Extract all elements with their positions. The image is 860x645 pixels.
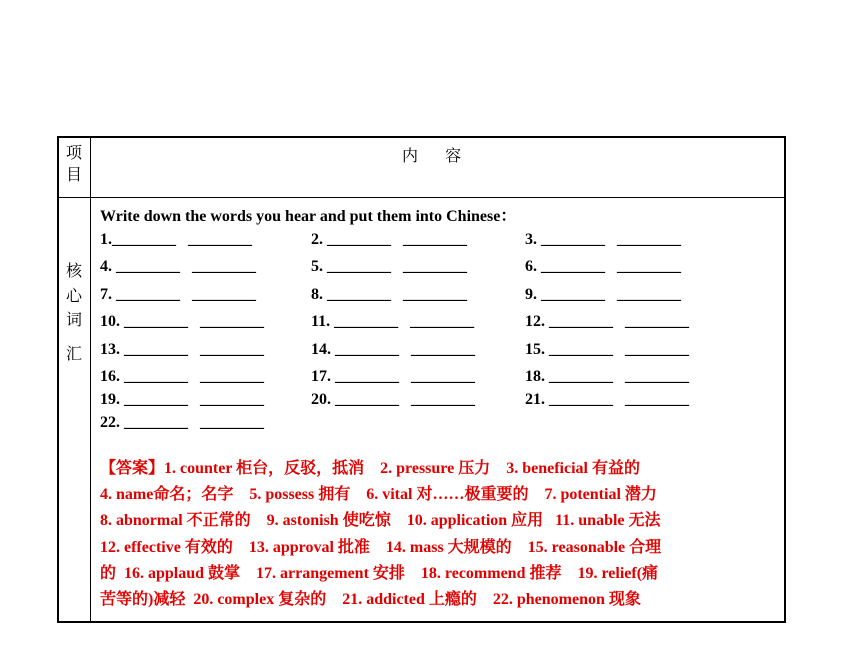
blank-item: 16. ________ ________ [100, 368, 264, 385]
blank-item: 3. ________ ________ [525, 231, 681, 248]
header-divider [57, 197, 786, 198]
answer-line-3: 8. abnormal 不正常的 9. astonish 使吃惊 10. application 应用 11. unable 无法 [100, 512, 661, 529]
header-item-char-1: 项 [66, 143, 83, 162]
answer-line-2: 4. name命名；名字 5. possess 拥有 6. vital 对……极重要的 7. potential 潜力 [100, 486, 657, 503]
blank-item: 1.________ ________ [100, 231, 252, 248]
blank-item: 11. ________ ________ [311, 313, 475, 330]
blank-item: 7. ________ ________ [100, 286, 256, 303]
blank-item: 13. ________ ________ [100, 341, 264, 358]
side-label-char-1: 核 [66, 261, 83, 280]
header-item-char-2: 目 [66, 165, 83, 184]
header-item-column [66, 142, 82, 186]
blank-item: 8. ________ ________ [311, 286, 467, 303]
header-content-column: 内 容 [402, 146, 464, 165]
blank-item: 10. ________ ________ [100, 313, 264, 330]
side-label-char-2: 心 [66, 286, 83, 305]
blank-item: 2. ________ ________ [311, 231, 467, 248]
side-label-char-4: 汇 [66, 344, 83, 363]
column-divider [90, 136, 91, 623]
blank-item: 15. ________ ________ [525, 341, 689, 358]
blank-item: 5. ________ ________ [311, 258, 467, 275]
side-label-char-3: 词 [66, 310, 83, 329]
blank-item: 12. ________ ________ [525, 313, 689, 330]
blank-item: 14. ________ ________ [311, 341, 475, 358]
answer-line-1: 【答案】1. counter 柜台，反驳，抵消 2. pressure 压力 3. beneficial 有益的 [100, 460, 640, 477]
answer-line-4: 12. effective 有效的 13. approval 批准 14. mass 大规模的 15. reasonable 合理 [100, 539, 662, 556]
answer-line-5: 的 16. applaud 鼓掌 17. arrangement 安排 18. recommend 推荐 19. relief(痛 [100, 565, 659, 582]
blank-item: 20. ________ ________ [311, 391, 475, 408]
blank-item: 4. ________ ________ [100, 258, 256, 275]
blank-item: 19. ________ ________ [100, 391, 264, 408]
answer-line-6: 苦等的)减轻 20. complex 复杂的 21. addicted 上瘾的 22. phenomenon 现象 [100, 591, 641, 608]
blank-item: 22. ________ ________ [100, 414, 264, 431]
instruction-text: Write down the words you hear and put them into Chinese： [100, 208, 517, 225]
blank-item: 9. ________ ________ [525, 286, 681, 303]
blank-item: 6. ________ ________ [525, 258, 681, 275]
blank-item: 21. ________ ________ [525, 391, 689, 408]
blank-item: 18. ________ ________ [525, 368, 689, 385]
blank-item: 17. ________ ________ [311, 368, 475, 385]
